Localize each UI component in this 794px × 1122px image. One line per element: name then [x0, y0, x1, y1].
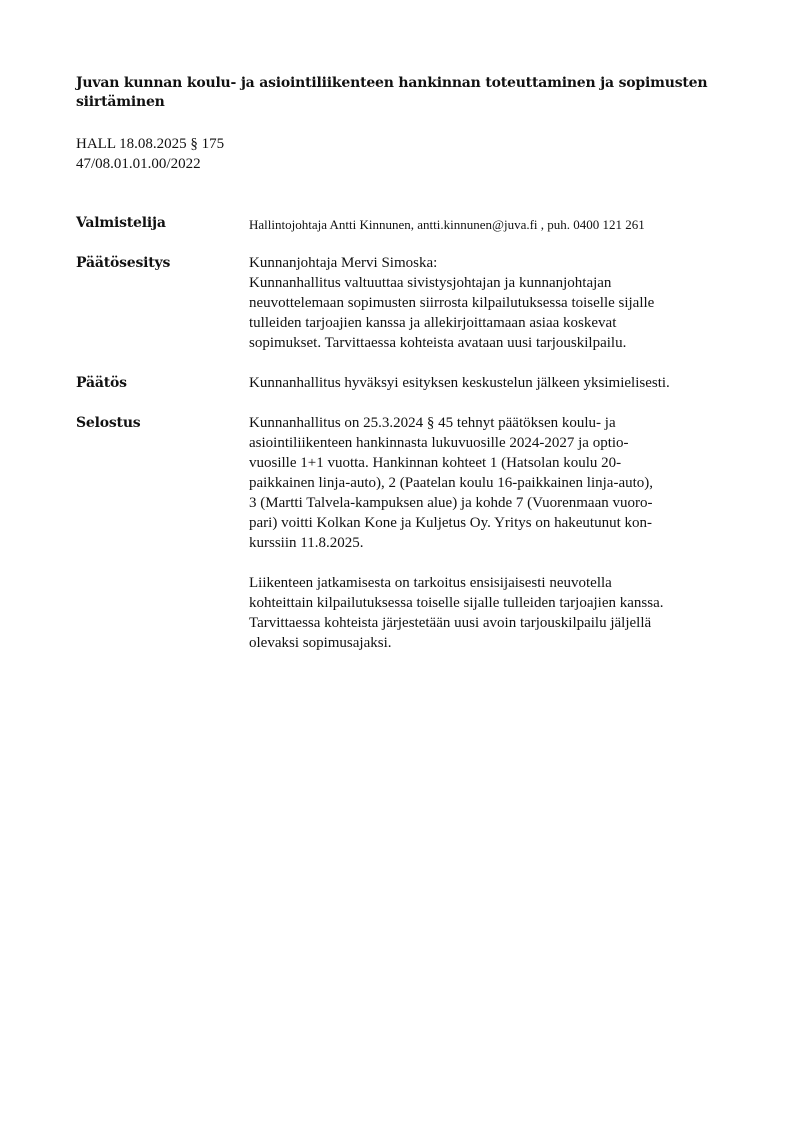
paragraph-spacer	[249, 553, 749, 573]
explanation-line: vuosille 1+1 vuotta. Hankinnan kohteet 1 (Hatsolan koulu 20-	[249, 455, 622, 471]
section-content-paatos	[249, 373, 749, 393]
explanation-line: asiointiliikenteen hankinnasta lukuvuosille 2024-2027 ja optio-	[249, 435, 629, 451]
section-content-paatosesitys	[249, 253, 749, 353]
explanation-line: kurssiin 11.8.2025.	[249, 535, 364, 551]
preparer-text: Hallintojohtaja Antti Kinnunen, antti.kinnunen@juva.fi , puh. 0400 121 261	[249, 217, 645, 232]
explanation-line: pari) voitti Kolkan Kone ja Kuljetus Oy. Yritys on hakeutunut kon-	[249, 515, 652, 531]
session-reference: HALL 18.08.2025 § 175	[76, 136, 225, 152]
explanation-line: Kunnanhallitus on 25.3.2024 § 45 tehnyt päätöksen koulu- ja	[249, 415, 616, 431]
section-label-selostus: Selostus	[76, 415, 141, 431]
explanation-line: Tarvittaessa kohteista järjestetään uusi avoin tarjouskilpailu jäljellä	[249, 615, 652, 631]
explanation-paragraph-1	[249, 413, 749, 553]
proposal-line: Kunnanhallitus valtuuttaa sivistysjohtajan ja kunnanjohtajan	[249, 275, 612, 291]
explanation-paragraph-2	[249, 573, 749, 653]
explanation-line: olevaksi sopimusajaksi.	[249, 635, 392, 651]
explanation-line: kohteittain kilpailutuksessa toiselle sijalle tulleiden tarjoajien kanssa.	[249, 595, 664, 611]
section-label-paatosesitys: Päätösesitys	[76, 255, 171, 271]
proposal-line: neuvottelemaan sopimusten siirrosta kilpailutuksessa toiselle sijalle	[249, 295, 655, 311]
proposal-line: sopimukset. Tarvittaessa kohteista avataan uusi tarjouskilpailu.	[249, 335, 627, 351]
section-label-paatos: Päätös	[76, 375, 127, 391]
explanation-line: 3 (Martti Talvela-kampuksen alue) ja kohde 7 (Vuorenmaan vuoro-	[249, 495, 653, 511]
section-label-valmistelija: Valmistelija	[76, 215, 166, 231]
explanation-line: paikkainen linja-auto), 2 (Paatelan koulu 16-paikkainen linja-auto),	[249, 475, 654, 491]
document-title	[76, 74, 726, 112]
proposal-line: Kunnanjohtaja Mervi Simoska:	[249, 255, 438, 271]
decision-text: Kunnanhallitus hyväksyi esityksen keskustelun jälkeen yksimielisesti.	[249, 375, 670, 391]
section-content-valmistelija	[249, 215, 749, 235]
record-number: 47/08.01.01.00/2022	[76, 156, 201, 172]
title-line-1: Juvan kunnan koulu- ja asiointiliikenteen hankinnan toteuttaminen ja sopimusten	[76, 75, 708, 91]
section-content-selostus	[249, 413, 749, 653]
explanation-line: Liikenteen jatkamisesta on tarkoitus ensisijaisesti neuvotella	[249, 575, 612, 591]
title-line-2: siirtäminen	[76, 94, 165, 110]
proposal-line: tulleiden tarjoajien kanssa ja allekirjoittamaan asiaa koskevat	[249, 315, 617, 331]
meeting-meta	[76, 134, 224, 174]
